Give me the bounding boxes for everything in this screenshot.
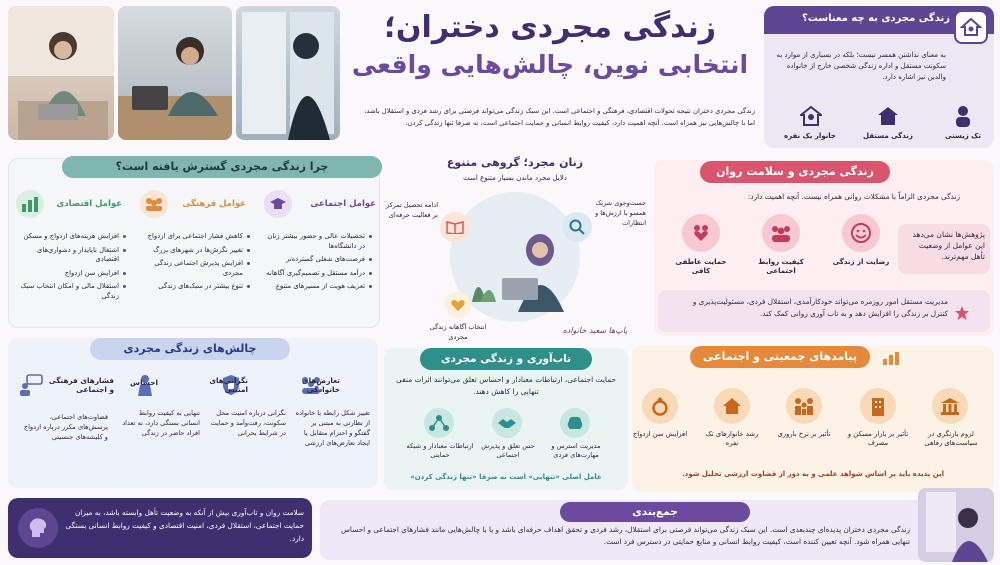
photo-woman-window	[236, 6, 340, 140]
person-icon	[950, 103, 976, 129]
main-title-line1: زندگی مجردی دختران؛	[383, 10, 717, 45]
challenge-1-title: تعارض‌های خانوادگی	[301, 376, 340, 394]
why-cultural-title: عوامل فرهنگی	[182, 199, 246, 209]
group-icon	[140, 190, 168, 218]
resilience-footer: عامل اصلی «تنهایی» است نه صرفا «تنها زندگی کردن»	[410, 473, 602, 481]
resilience-item-1: مدیریت استرس و مهارت‌های فردی	[551, 442, 601, 459]
list-item: تحصیلات عالی و حضور بیشتر زنان در دانشگاه‌ها	[262, 232, 372, 251]
handshake-icon	[492, 408, 522, 438]
why-social-list	[262, 232, 372, 296]
bank-icon	[932, 388, 968, 424]
women-item-3: انتخاب آگاهانه زندگی مجردی	[429, 323, 487, 341]
list-item: تنوع بیشتر در سبک‌های زندگی	[138, 282, 250, 292]
mental-item-2: کیفیت روابط اجتماعی	[758, 258, 804, 275]
challenge-3-text: تنهایی به کیفیت روابط انسانی بستگی دارد، نه تعداد افراد حاضر در زندگی	[122, 409, 200, 437]
women-title: زنان مجرد؛ گروهی متنوع	[446, 156, 584, 169]
meaning-card	[764, 6, 994, 148]
demographic-footer: این پدیده باید بر اساس شواهد علمی و به دور از قضاوت ارزشی تحلیل شود.	[681, 470, 945, 478]
women-item-2: جست‌وجوی شریک همسو با ارزش‌ها و انتظارات	[595, 199, 646, 227]
challenge-3-title: احساس	[130, 378, 158, 387]
women-subtitle: دلایل مجرد ماندن بسیار متنوع است	[463, 174, 567, 182]
challenge-1-text: تغییر شکل رابطه با خانواده از نظارتی به مبتنی بر گفتگو و احترام متقابل یا ایجاد تعارض‌های ارزشی	[295, 409, 370, 447]
support-icon	[682, 214, 720, 252]
graduation-icon	[264, 190, 292, 218]
resilience-item-2: حس تعلق و پذیرش اجتماعی	[481, 442, 535, 459]
list-item: تغییر نگرش‌ها در شهرهای بزرگ	[138, 246, 250, 256]
heart-hand-icon	[445, 292, 471, 318]
meaning-item-3: خانوار یک نفره	[784, 132, 836, 140]
house-small-icon	[875, 103, 901, 129]
book-icon	[440, 212, 470, 242]
demographic-item-5: افزایش سن ازدواج	[632, 430, 688, 438]
mental-note: پژوهش‌ها نشان می‌دهد این عوامل از وضعیت تأهل مهم‌ترند.	[898, 224, 990, 274]
photo-woman-laptop-sofa	[8, 6, 114, 140]
star-icon	[954, 305, 970, 321]
why-economic-title: عوامل اقتصادی	[56, 199, 122, 209]
challenge-2-text: نگرانی درباره امنیت محل سکونت، رفت‌وآمد و حمایت در شرایط بحرانی	[210, 409, 286, 437]
demographic-item-4: رشد خانوارهای تک نفره	[705, 430, 759, 447]
why-cultural-list	[138, 232, 250, 296]
mental-title: زندگی مجردی و سلامت روان	[700, 161, 890, 183]
network-icon	[424, 408, 454, 438]
meaning-item-2: زندگی مستقل	[863, 132, 913, 140]
mental-intro: زندگی مجردی الزاماً با مشکلات روانی همراه نیست. آنچه اهمیت دارد:	[747, 192, 960, 201]
mental-item-1: رضایت از زندگی	[832, 258, 890, 266]
intro-line2: اما با چالش‌هایی نیز همراه است. آنچه اهمیت دارد، کیفیت روابط انسانی و حمایت اجتماعی است، نه صرفا تنها زندگی کردن.	[405, 119, 755, 127]
list-item: کاهش فشار اجتماعی برای ازدواج	[138, 232, 250, 242]
why-title: چرا زندگی مجردی گسترش یافته است؟	[62, 156, 382, 178]
demographic-item-1: لزوم بازنگری در سیاست‌های رفاهی	[924, 430, 978, 447]
signature: پاپ‌ها سعید خانواده	[562, 326, 628, 335]
why-social-title: عوامل اجتماعی	[310, 199, 376, 209]
conclusion-title: جمع‌بندی	[560, 502, 750, 522]
challenge-4-title: فشارهای فرهنگی و اجتماعی	[48, 376, 114, 394]
ring-icon	[642, 388, 678, 424]
family-icon	[786, 388, 822, 424]
bottom-note: سلامت روان و تاب‌آوری بیش از آنکه به وضعیت تأهل وابسته باشد، به میزان حمایت اجتماعی، استقلال فردی، امنیت اقتصادی و کیفیت روابط انسانی بستگی دارد.	[65, 508, 304, 543]
main-title-line2: انتخابی نوین، چالش‌هایی واقعی	[351, 50, 749, 79]
house-icon	[954, 10, 988, 44]
brain-head-icon	[18, 508, 58, 548]
search-icon	[562, 212, 592, 242]
bar-chart-icon	[882, 350, 900, 364]
list-item: اشتغال ناپایدار و دشواری‌های اقتصادی	[14, 246, 126, 265]
intro-line1: زندگی مجردی دختران نتیجه تحولات اقتصادی، فرهنگی و اجتماعی است. این سبک زندگی می‌تواند فرصتی برای رشد فردی و استقلال باشد،	[364, 107, 755, 115]
home-icon	[714, 388, 750, 424]
list-item: استقلال مالی و امکان انتخاب سبک زندگی	[14, 282, 126, 301]
list-item: فرصت‌های شغلی گسترده‌تر	[262, 255, 372, 265]
list-item: تعریف هویت از مسیرهای متنوع	[262, 282, 372, 292]
photo-woman-at-window	[918, 488, 994, 562]
meaning-title: زندگی مجردی به چه معناست؟	[801, 13, 950, 24]
list-item: افزایش پذیرش اجتماعی زندگی مجردی	[138, 259, 250, 278]
challenges-title: چالش‌های زندگی مجردی	[90, 338, 290, 360]
demographic-title: پیامدهای جمعیتی و اجتماعی	[690, 346, 870, 368]
resilience-title: تاب‌آوری و زندگی مجردی	[420, 348, 592, 370]
coins-icon	[16, 190, 44, 218]
household-icon	[798, 103, 824, 129]
resilience-item-3: ارتباطات معنادار و شبکه حمایتی	[406, 442, 474, 459]
smile-icon	[842, 214, 880, 252]
brain-icon	[560, 408, 590, 438]
challenge-4-text: قضاوت‌های اجتماعی، پرسش‌های مکرر درباره ازدواج و کلیشه‌های جنسیتی	[23, 413, 108, 441]
resilience-text: حمایت اجتماعی، ارتباطات معنادار و احساس تعلق می‌توانند اثرات منفی تنهایی را کاهش دهند.	[396, 375, 616, 396]
meaning-item-1: تک زیستی	[945, 132, 981, 140]
photo-woman-writing-desk	[118, 6, 232, 140]
demographic-item-2: تأثیر بر بازار مسکن و مصرف	[847, 430, 909, 447]
people-icon	[762, 214, 800, 252]
list-item: درآمد مستقل و تصمیم‌گیری آگاهانه	[262, 269, 372, 279]
challenge-2-title: نگرانی‌های امنیتی	[209, 376, 248, 394]
why-economic-list	[14, 232, 126, 305]
mental-item-3: حمایت عاطفی کافی	[675, 258, 727, 275]
conclusion-text: زندگی مجردی دختران پدیده‌ای چندبعدی است. این سبک زندگی می‌تواند فرصتی برای استقلال، رشد فردی و تحقق اهداف حرفه‌ای باشد و یا با چالش‌هایی مانند فشارهای اجتماعی و احساس تنهایی همراه شود. آنچه تعیین کننده است، کیفیت روابط انسانی و منابع حمایتی در دسترس فرد است.	[341, 525, 910, 546]
list-item: افزایش هزینه‌های ازدواج و مسکن	[14, 232, 126, 242]
mental-footer: مدیریت مستقل امور روزمره می‌تواند خودکارآمدی، استقلال فردی، مسئولیت‌پذیری و کنترل بر زندگی را افزایش دهد و به تاب آوری روانی کمک کند.	[692, 297, 948, 318]
building-icon	[860, 388, 896, 424]
list-item: افزایش سن ازدواج	[14, 269, 126, 279]
meaning-text: به معنای نداشتن همسر نیست؛ بلکه در بسیاری از موارد به سکونت مستقل و اداره زندگی شخصی خارج از خانواده والدین نیز اشاره دارد.	[776, 51, 946, 81]
demographic-item-3: تأثیر بر نرخ باروری	[777, 430, 831, 438]
women-item-1: ادامه تحصیل تمرکز بر فعالیت حرفه‌ای	[386, 201, 438, 219]
